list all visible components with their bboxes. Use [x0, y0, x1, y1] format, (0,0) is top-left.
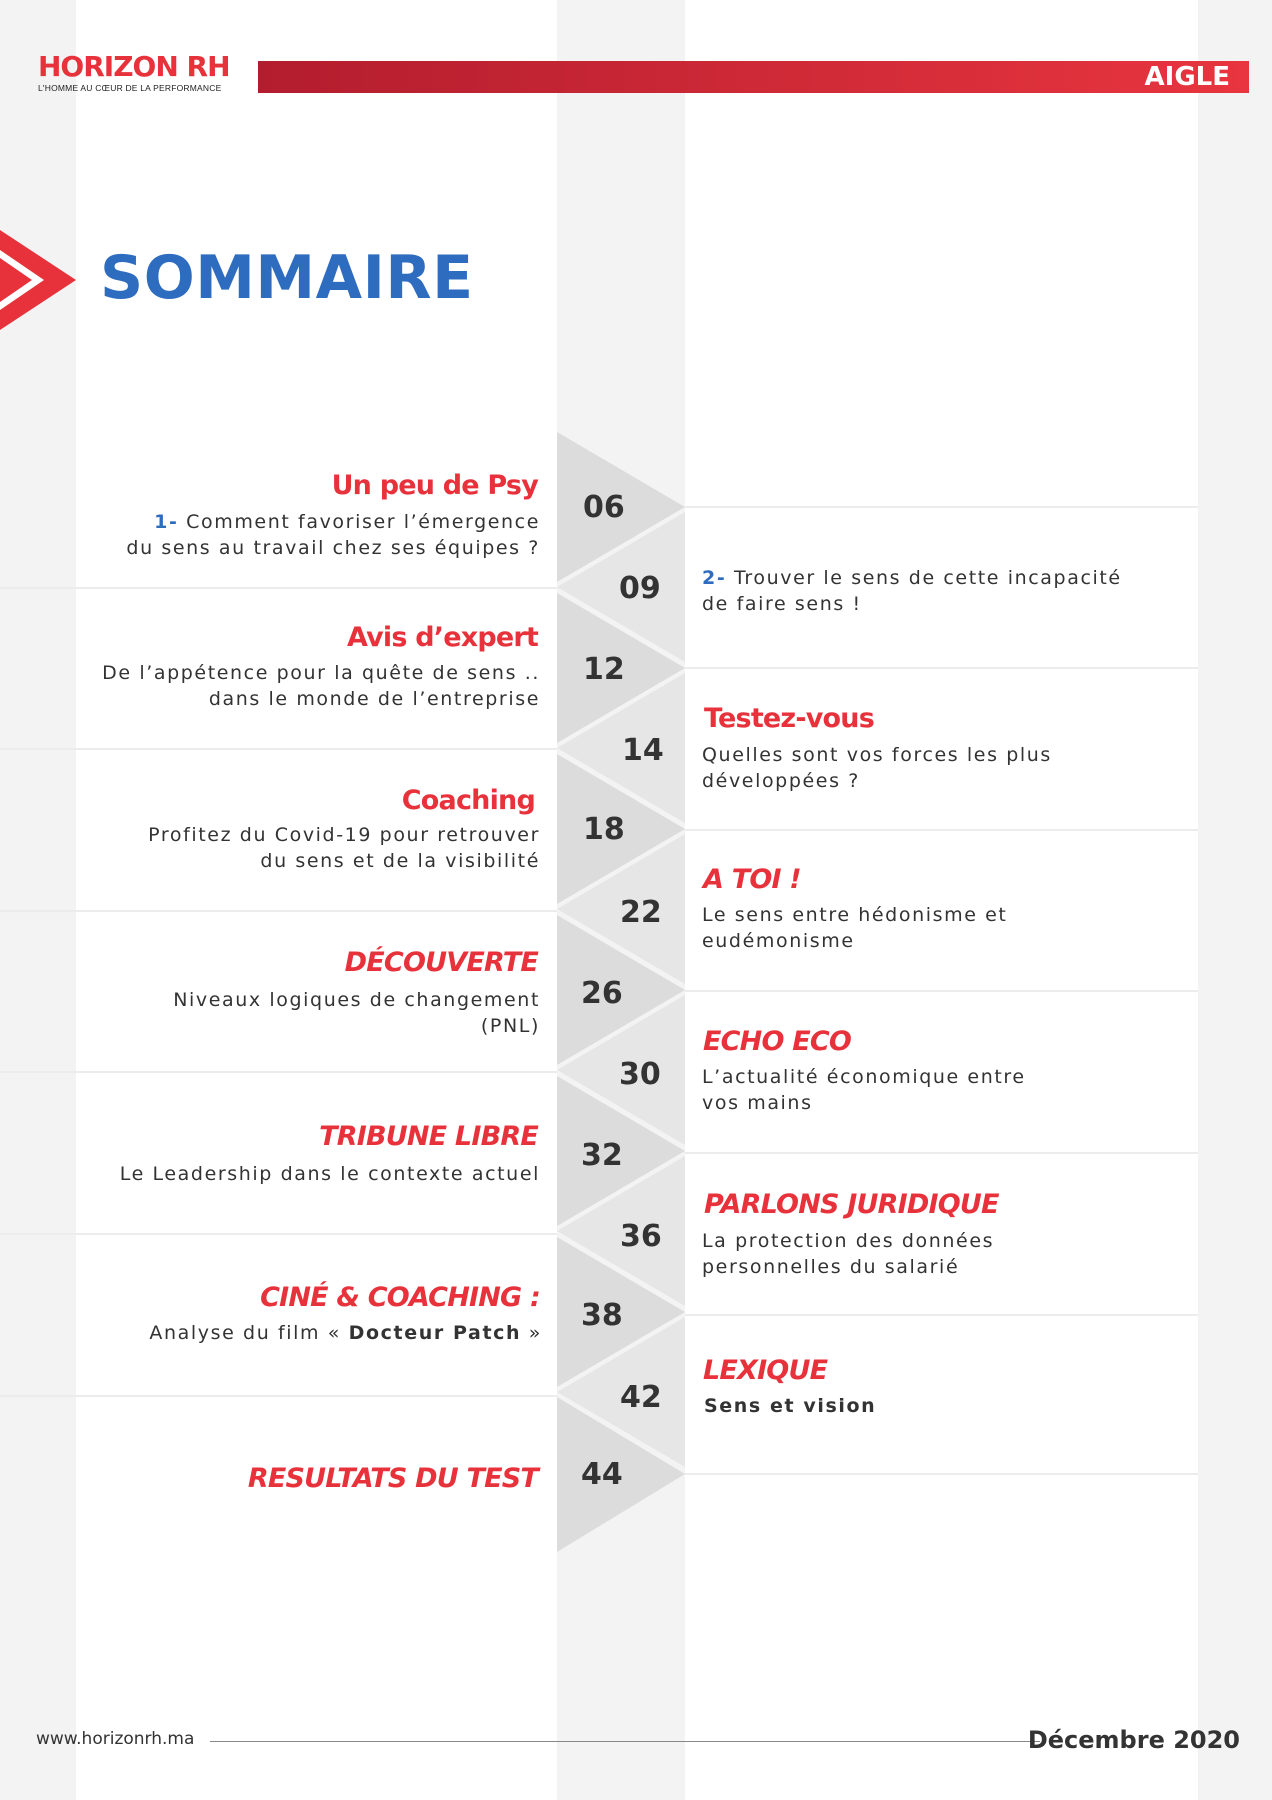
item-number: 2- [702, 567, 727, 589]
right-margin-band [1198, 0, 1272, 1800]
divider [685, 1473, 1198, 1475]
desc-line: La protection des données [702, 1230, 995, 1252]
section-description [702, 1228, 994, 1280]
divider [685, 667, 1198, 669]
footer-date: Décembre 2020 [1027, 1726, 1240, 1754]
page-number: 06 [583, 490, 625, 525]
page-number: 14 [622, 733, 664, 768]
section-heading: LEXIQUE [703, 1355, 828, 1386]
page-number: 38 [581, 1298, 623, 1333]
desc-line: eudémonisme [702, 930, 855, 952]
divider [685, 506, 1198, 508]
desc-line: (PNL) [480, 1015, 540, 1037]
section-description [704, 1393, 876, 1419]
section-heading: Avis d’expert [346, 622, 538, 653]
film-title: Docteur Patch [348, 1322, 522, 1344]
desc-line: Trouver le sens de cette incapacité [726, 567, 1122, 589]
divider [685, 990, 1198, 992]
section-description [173, 987, 540, 1039]
title-arrow-icon [0, 228, 80, 332]
divider [0, 1395, 557, 1397]
desc-line: L’actualité économique entre [702, 1066, 1026, 1088]
section-label: AIGLE [1144, 62, 1230, 92]
section-description [149, 1320, 542, 1346]
page-number: 44 [581, 1457, 623, 1492]
logo [38, 52, 230, 93]
desc-line: développées ? [702, 770, 860, 792]
page-number: 18 [583, 812, 625, 847]
divider [0, 748, 557, 750]
section-description [702, 902, 1007, 954]
divider [685, 1314, 1198, 1316]
section-heading: TRIBUNE LIBRE [319, 1121, 538, 1152]
section-heading: CINÉ & COACHING : [260, 1282, 540, 1313]
desc-line: Niveaux logiques de changement [173, 989, 540, 1011]
footer-divider [210, 1741, 1040, 1742]
item-number: 1- [154, 511, 179, 533]
page-number: 09 [619, 571, 661, 606]
desc-line: du sens et de la visibilité [260, 850, 540, 872]
logo-tagline: L'HOMME AU CŒUR DE LA PERFORMANCE [38, 83, 222, 93]
page-number: 12 [583, 652, 625, 687]
divider [685, 829, 1198, 831]
desc-line: Quelles sont vos forces les plus [702, 744, 1052, 766]
desc-line: vos mains [702, 1092, 813, 1114]
divider [0, 1071, 557, 1073]
divider [0, 1233, 557, 1235]
page-number: 26 [581, 976, 623, 1011]
page-number: 30 [619, 1057, 661, 1092]
section-heading: Coaching [401, 785, 535, 816]
page-number: 22 [620, 895, 662, 930]
desc-line: dans le monde de l’entreprise [208, 688, 540, 710]
desc-line: De l’appétence pour la quête de sens .. [102, 662, 540, 684]
page-number: 32 [581, 1138, 623, 1173]
section-description [126, 509, 540, 561]
footer-url[interactable]: www.horizonrh.ma [36, 1729, 195, 1749]
section-heading: PARLONS JURIDIQUE [704, 1189, 999, 1220]
section-description [102, 660, 540, 712]
section-description [702, 742, 1052, 794]
divider [0, 910, 557, 912]
page-number: 36 [620, 1219, 662, 1254]
section-description [120, 1161, 540, 1187]
section-description [148, 822, 540, 874]
section-heading: Un peu de Psy [331, 470, 538, 501]
desc-line: du sens au travail chez ses équipes ? [126, 537, 540, 559]
desc-line: de faire sens ! [702, 593, 862, 615]
section-heading: DÉCOUVERTE [344, 947, 538, 978]
desc-line: Profitez du Covid-19 pour retrouver [148, 824, 540, 846]
desc-line: Le sens entre hédonisme et [702, 904, 1008, 926]
desc-line: Sens et vision [704, 1395, 877, 1417]
logo-title: HORIZON RH [38, 50, 230, 83]
desc-line: Analyse du film « [149, 1322, 349, 1344]
desc-line: Comment favoriser l’émergence [178, 511, 540, 533]
desc-line: » [521, 1322, 542, 1344]
section-description [702, 1064, 1026, 1116]
section-heading: RESULTATS DU TEST [247, 1463, 538, 1494]
page-title: SOMMAIRE [100, 243, 474, 313]
section-heading: A TOI ! [703, 864, 801, 895]
desc-line: personnelles du salarié [702, 1256, 960, 1278]
header-bar [258, 61, 1249, 93]
section-heading: Testez-vous [704, 703, 874, 734]
section-description [702, 565, 1122, 617]
desc-line: Le Leadership dans le contexte actuel [119, 1163, 540, 1185]
section-heading: ECHO ECO [703, 1026, 852, 1057]
divider [685, 1152, 1198, 1154]
divider [0, 587, 557, 589]
page-number: 42 [620, 1380, 662, 1415]
